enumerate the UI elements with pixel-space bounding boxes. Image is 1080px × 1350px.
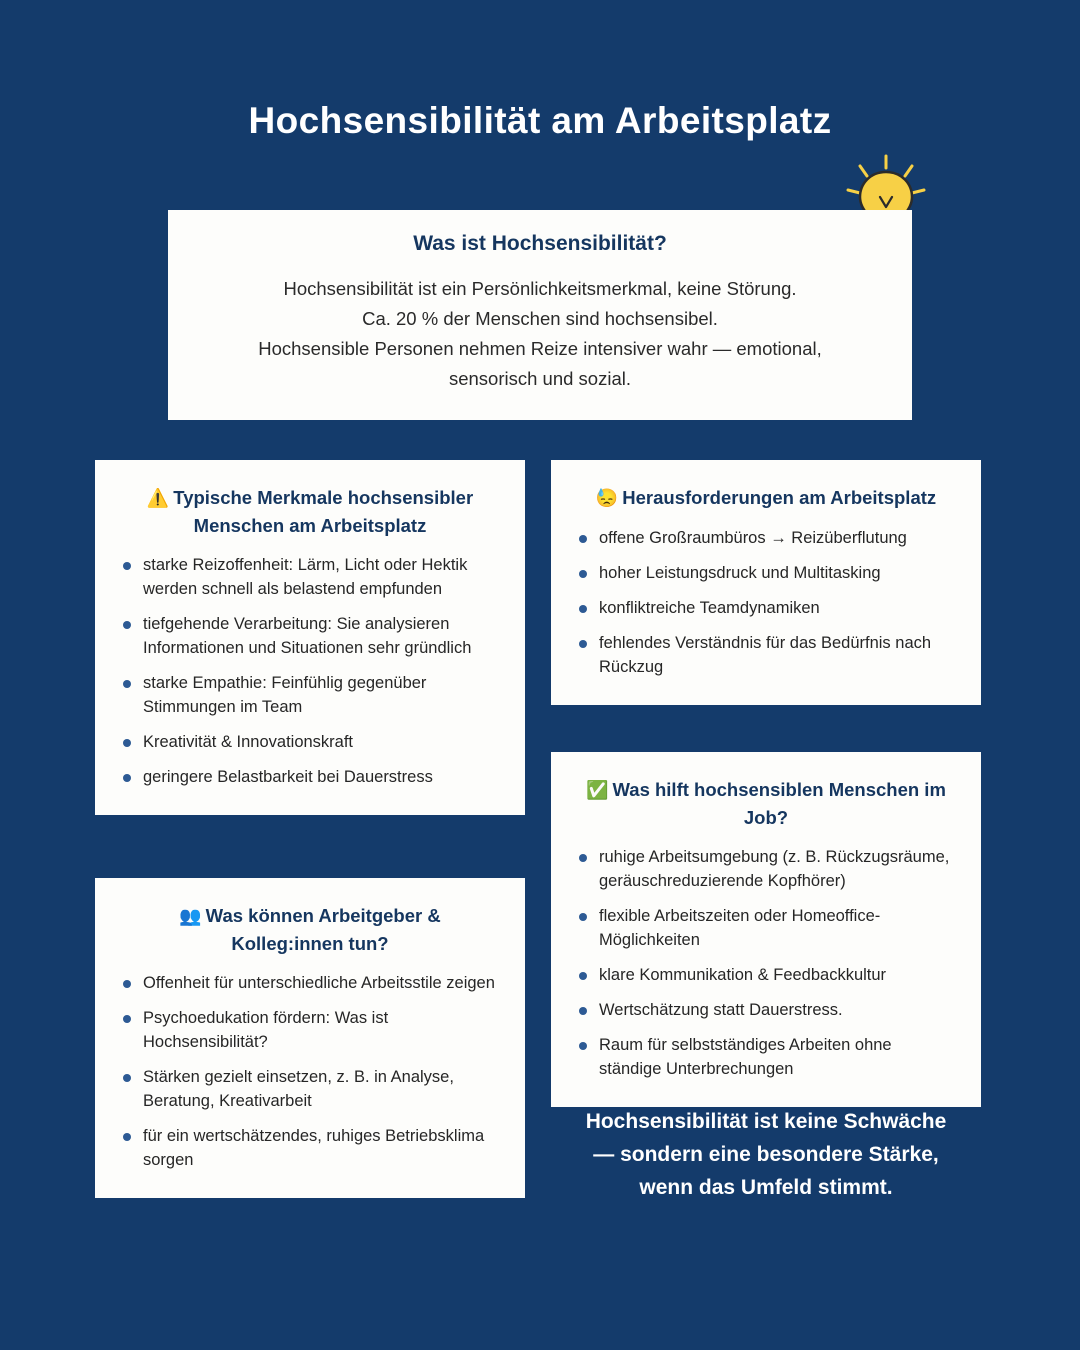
check-mark-icon: ✅: [586, 780, 609, 800]
challenges-heading: [577, 484, 955, 512]
traits-list: [121, 553, 499, 789]
challenges-list: [577, 526, 955, 679]
list-item: tiefgehende Verarbeitung: Sie analysieren Informationen und Situationen sehr gründlich: [121, 612, 499, 660]
intro-line-1: Hochsensibilität ist ein Persönlichkeitsmerkmal, keine Störung.: [283, 278, 797, 299]
employers-list: [121, 971, 499, 1172]
closing-line-2: — sondern eine besondere Stärke,: [593, 1143, 939, 1166]
help-heading: [577, 776, 955, 831]
list-item: Offenheit für unterschiedliche Arbeitsstile zeigen: [121, 971, 499, 995]
help-heading-text: Was hilft hochsensiblen Menschen im Job?: [612, 779, 946, 828]
challenges-heading-text: Herausforderungen am Arbeitsplatz: [622, 487, 937, 508]
list-item: Psychoedukation fördern: Was ist Hochsensibilität?: [121, 1006, 499, 1054]
list-item: konfliktreiche Teamdynamiken: [577, 596, 955, 620]
employers-heading: [121, 902, 499, 957]
list-item: klare Kommunikation & Feedbackkultur: [577, 963, 955, 987]
traits-heading: [121, 484, 499, 539]
list-item: ruhige Arbeitsumgebung (z. B. Rückzugsräume, geräuschreduzierende Kopfhörer): [577, 845, 955, 893]
list-item: Stärken gezielt einsetzen, z. B. in Analyse, Beratung, Kreativarbeit: [121, 1065, 499, 1113]
intro-line-4: sensorisch und sozial.: [448, 368, 631, 389]
challenges-card: [551, 460, 981, 705]
employers-heading-text: Was können Arbeitgeber & Kolleg:innen tun?: [205, 905, 441, 954]
list-item: starke Reizoffenheit: Lärm, Licht oder Hektik werden schnell als belastend empfunden: [121, 553, 499, 601]
intro-heading: Was ist Hochsensibilität?: [413, 232, 667, 255]
closing-line-1: Hochsensibilität ist keine Schwäche: [585, 1110, 947, 1133]
list-item: geringere Belastbarkeit bei Dauerstress: [121, 765, 499, 789]
warning-icon: ⚠️: [146, 488, 170, 508]
traits-card: [95, 460, 525, 815]
people-icon: 👥: [179, 906, 202, 926]
list-item: fehlendes Verständnis für das Bedürfnis nach Rückzug: [577, 631, 955, 679]
list-item: Kreativität & Innovationskraft: [121, 730, 499, 754]
closing-statement: [540, 1105, 992, 1204]
intro-line-3: Hochsensible Personen nehmen Reize intensiver wahr — emotional,: [258, 338, 822, 359]
intro-card: [168, 210, 912, 420]
closing-line-3: wenn das Umfeld stimmt.: [639, 1176, 893, 1199]
list-item: Wertschätzung statt Dauerstress.: [577, 998, 955, 1022]
list-item: für ein wertschätzendes, ruhiges Betriebsklima sorgen: [121, 1124, 499, 1172]
page-title: Hochsensibilität am Arbeitsplatz: [248, 100, 832, 141]
help-list: [577, 845, 955, 1081]
list-item: starke Empathie: Feinfühlig gegenüber Stimmungen im Team: [121, 671, 499, 719]
tired-face-icon: 😓: [595, 488, 619, 508]
traits-heading-text: Typische Merkmale hochsensibler Menschen am Arbeitsplatz: [173, 487, 474, 536]
list-item: Raum für selbstständiges Arbeiten ohne ständige Unterbrechungen: [577, 1033, 955, 1081]
help-card: [551, 752, 981, 1107]
list-item: flexible Arbeitszeiten oder Homeoffice-Möglichkeiten: [577, 904, 955, 952]
list-item: hoher Leistungsdruck und Multitasking: [577, 561, 955, 585]
list-item: offene Großraumbüros → Reizüberflutung: [577, 526, 955, 550]
employers-card: [95, 878, 525, 1198]
intro-line-2: Ca. 20 % der Menschen sind hochsensibel.: [362, 308, 718, 329]
